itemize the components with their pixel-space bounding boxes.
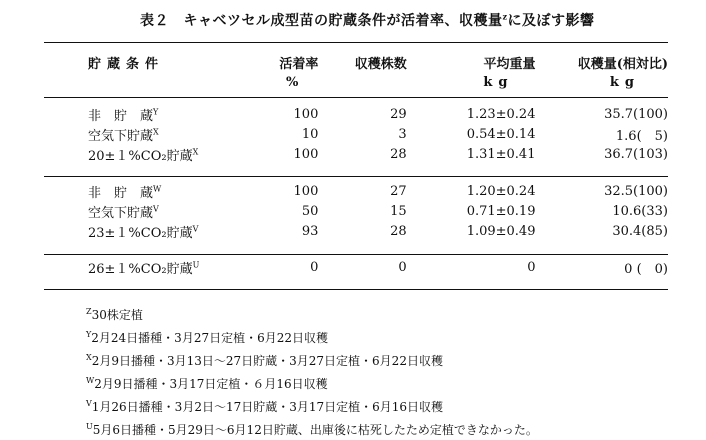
row-yield: 0 ( 0) [624, 261, 668, 277]
table-row [44, 221, 668, 241]
footnote [86, 302, 538, 325]
footnote [86, 417, 538, 440]
footnote-mark: W [86, 376, 95, 385]
row-condition: 空気下貯蔵 [88, 205, 154, 221]
unit-avg: kg [483, 74, 514, 90]
table-row [44, 104, 668, 124]
row-mark: V [192, 224, 199, 234]
data-table [44, 52, 668, 277]
footnote-text: 2月9日播種・3月13日〜27日貯蔵・3月27日定植・6月22日収穫 [91, 354, 443, 368]
footnote-mark: Z [86, 307, 92, 316]
table-title [140, 10, 595, 30]
footnote-mark: V [86, 399, 92, 408]
row-avg: 0.71±0.19 [466, 203, 536, 219]
row-stock: 15 [390, 203, 407, 219]
footnote-text: 30株定植 [91, 308, 143, 322]
row-avg: 1.09±0.49 [466, 223, 536, 239]
row-mark: U [192, 260, 200, 270]
footnote-text: 2月24日播種・3月27日定植・6月22日収穫 [91, 331, 328, 345]
title-footnote-mark: z [502, 11, 508, 22]
unit-row [44, 72, 668, 92]
row-rate: 10 [301, 126, 319, 142]
table-row [44, 144, 668, 164]
col-condition-header: 貯蔵条件 [88, 56, 165, 72]
table-row [44, 201, 668, 221]
bottom-rule [44, 289, 668, 290]
table-row [44, 181, 668, 201]
col-avg-header: 平均重量 [483, 56, 536, 72]
row-stock: 29 [390, 106, 407, 122]
row-mark: X [153, 127, 159, 137]
footnote-text: 1月26日播種・3月2日〜17日貯蔵・3月17日定植・6月16日収穫 [91, 400, 444, 414]
footnote [86, 325, 538, 348]
row-stock: 28 [390, 146, 407, 162]
row-condition: 非 貯 蔵 [88, 185, 154, 201]
col-stock-header: 収穫株数 [354, 56, 407, 72]
footnotes [86, 302, 538, 440]
table-row [44, 257, 668, 277]
row-rate: 0 [310, 259, 319, 275]
title-text: 表２ キャベツセル成型苗の貯蔵条件が活着率、収穫量 [140, 13, 503, 29]
row-yield: 30.4(85) [612, 223, 668, 239]
row-rate: 100 [293, 106, 319, 122]
header-row [44, 52, 668, 72]
row-yield: 35.7(100) [604, 106, 668, 122]
unit-yield: kg [609, 74, 640, 90]
row-mark: W [153, 184, 162, 194]
row-rate: 50 [301, 203, 319, 219]
row-condition: 非 貯 蔵 [88, 108, 154, 124]
row-rate: 93 [301, 223, 319, 239]
footnote-text: 2月9日播種・3月17日定植・６月16日収穫 [94, 377, 328, 391]
row-avg: 1.20±0.24 [466, 183, 536, 199]
row-avg: 0 [527, 259, 536, 275]
row-mark: X [192, 147, 199, 157]
footnote-mark: X [86, 353, 92, 362]
table-row [44, 124, 668, 144]
row-yield: 36.7(103) [604, 146, 668, 162]
top-rule [44, 42, 668, 43]
row-stock: 28 [390, 223, 407, 239]
footnote [86, 394, 538, 417]
title-text-after: に及ぼす影響 [507, 13, 595, 29]
row-yield: 1.6( 5) [615, 128, 668, 144]
footnote-mark: U [86, 422, 93, 431]
unit-rate: % [286, 74, 299, 90]
row-avg: 1.23±0.24 [466, 106, 536, 122]
row-rate: 100 [293, 146, 319, 162]
footnote [86, 348, 538, 371]
row-condition: 26±１%CO₂貯蔵 [88, 261, 193, 277]
row-stock: 0 [398, 259, 407, 275]
row-condition: 20±１%CO₂貯蔵 [88, 148, 193, 164]
row-mark: V [153, 204, 159, 214]
footnote [86, 371, 538, 394]
row-avg: 1.31±0.41 [466, 146, 536, 162]
row-stock: 3 [398, 126, 407, 142]
row-yield: 10.6(33) [612, 203, 668, 219]
footnote-mark: Y [86, 330, 92, 339]
row-rate: 100 [293, 183, 319, 199]
row-yield: 32.5(100) [604, 183, 668, 199]
col-yield-header: 収穫量(相対比) [577, 56, 668, 72]
row-mark: Y [153, 107, 159, 117]
row-condition: 23±１%CO₂貯蔵 [88, 225, 193, 241]
row-stock: 27 [390, 183, 407, 199]
footnote-text: 5月6日播種・5月29日〜6月12日貯蔵、出庫後に枯死したため定植できなかった。 [92, 423, 538, 437]
row-condition: 空気下貯蔵 [88, 128, 154, 144]
row-avg: 0.54±0.14 [466, 126, 536, 142]
col-rate-header: 活着率 [279, 56, 319, 72]
